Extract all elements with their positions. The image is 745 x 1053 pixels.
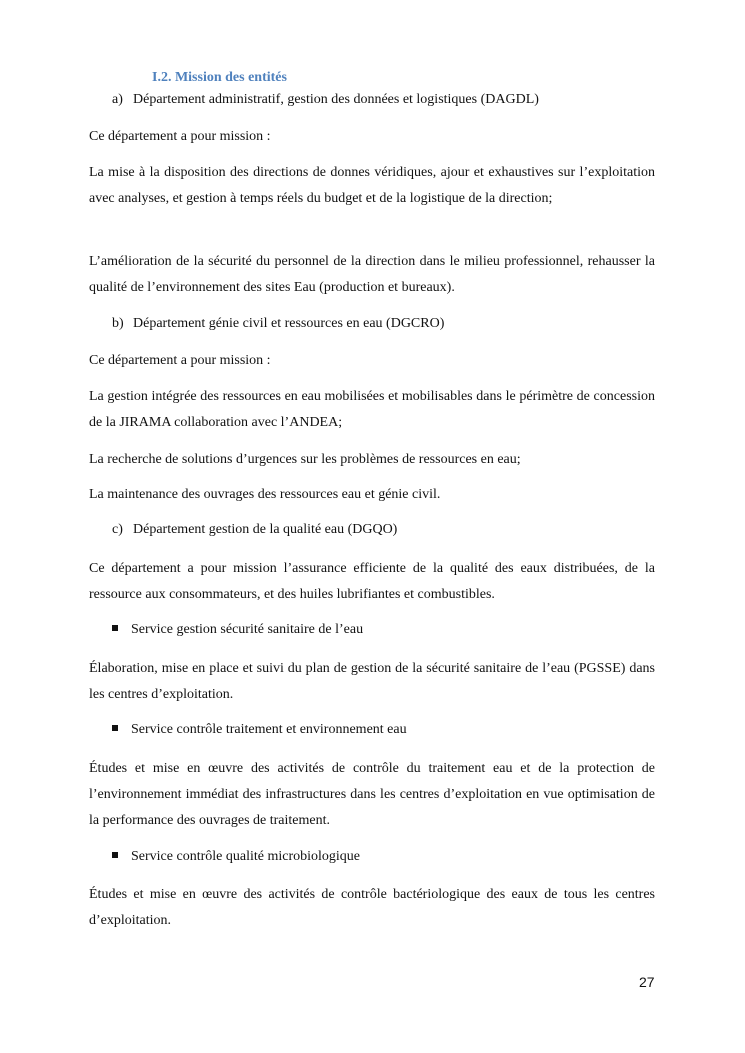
- paragraph: L’amélioration de la sécurité du personnel de la direction dans le milieu professionnel, rehausser la qualité de l’environnement des sites Eau (production et bureaux).: [89, 254, 655, 295]
- service-item: [112, 848, 360, 866]
- bullet-square-icon: [112, 725, 118, 731]
- section-heading: I.2. Mission des entités: [152, 70, 287, 85]
- department-c-heading: [112, 521, 397, 539]
- service-item: [112, 721, 407, 739]
- page-number: 27: [639, 974, 655, 990]
- department-title: Département administratif, gestion des données et logistiques (DAGDL): [133, 92, 539, 107]
- paragraph: Élaboration, mise en place et suivi du plan de gestion de la sécurité sanitaire de l’eau (PGSSE) dans les centres d’exploitation.: [89, 661, 655, 702]
- department-title: Département génie civil et ressources en eau (DGCRO): [133, 316, 445, 331]
- service-title: Service contrôle traitement et environnement eau: [131, 722, 407, 737]
- department-b-heading: [112, 315, 444, 333]
- paragraph: Ce département a pour mission :: [89, 353, 271, 368]
- paragraph: Ce département a pour mission :: [89, 129, 271, 144]
- paragraph: Études et mise en œuvre des activités de contrôle bactériologique des eaux de tous les centres d’exploitation.: [89, 887, 655, 928]
- bullet-square-icon: [112, 852, 118, 858]
- department-title: Département gestion de la qualité eau (DGQO): [133, 522, 398, 537]
- department-a-heading: [112, 91, 539, 109]
- paragraph: La mise à la disposition des directions de donnes véridiques, ajour et exhaustives sur l’exploitation avec analyses, et gestion à temps réels du budget et de la logistique de la direction;: [89, 165, 655, 206]
- paragraph: La gestion intégrée des ressources en eau mobilisées et mobilisables dans le périmètre de concession de la JIRAMA collaboration avec l’ANDEA;: [89, 389, 655, 430]
- paragraph: Études et mise en œuvre des activités de contrôle du traitement eau et de la protection de l’environnement immédiat des infrastructures dans les centres d’exploitation en vue optimisation de la performance des ouvrages de traitement.: [89, 761, 655, 828]
- list-letter: c): [112, 522, 123, 537]
- service-title: Service gestion sécurité sanitaire de l’eau: [131, 622, 364, 637]
- paragraph: Ce département a pour mission l’assurance efficiente de la qualité des eaux distribuées, de la ressource aux consommateurs, et des huiles lubrifiantes et combustibles.: [89, 561, 655, 602]
- bullet-square-icon: [112, 625, 118, 631]
- service-title: Service contrôle qualité microbiologique: [131, 849, 360, 864]
- list-letter: b): [112, 316, 124, 331]
- paragraph: La recherche de solutions d’urgences sur les problèmes de ressources en eau;: [89, 452, 521, 467]
- paragraph: La maintenance des ouvrages des ressources eau et génie civil.: [89, 487, 441, 502]
- service-item: [112, 621, 363, 639]
- list-letter: a): [112, 92, 123, 107]
